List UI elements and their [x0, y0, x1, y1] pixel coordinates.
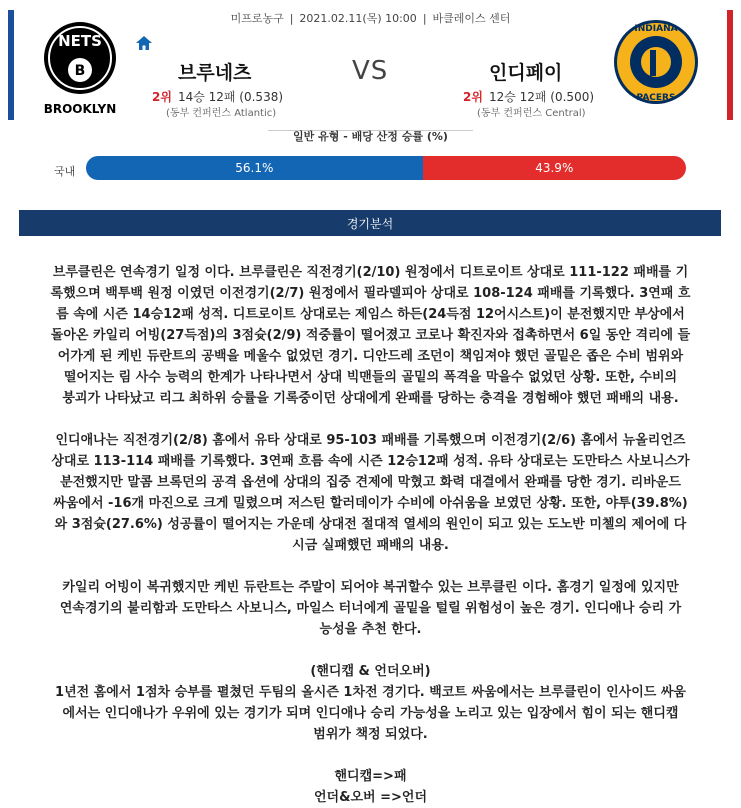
- away-accent-bar: [727, 10, 733, 120]
- article-line: 시금 실패했던 패배의 내용.: [292, 538, 449, 553]
- away-team-name: 인디페이: [489, 62, 563, 84]
- article-line: 와 3점슛(27.6%) 성공률이 떨어지는 가운데 상대전 절대적 열세의 원인이 되고 있는 도노반 미첼의 제어에 다: [54, 517, 687, 532]
- article-line: 브루클린은 연속경기 일정 이다. 브루클린은 직전경기(2/10) 원정에서 디트로이트 상대로 111-122 패배를 기: [52, 265, 689, 280]
- indiana-pacers-logo: [612, 16, 700, 108]
- brooklyn-nets-logo: [40, 18, 120, 118]
- pacers-logo-sub: PACERS: [636, 93, 676, 103]
- match-datetime: 2021.02.11(목) 10:00: [299, 12, 417, 25]
- home-team-name: 브루네츠: [178, 62, 252, 84]
- home-record-text: 14승 12패 (0.538): [177, 90, 284, 104]
- article-line: 언더&오버 =>언더: [314, 790, 427, 805]
- vs-label: VS: [352, 56, 389, 86]
- home-record: [152, 88, 283, 105]
- home-icon: [136, 36, 152, 50]
- article-paragraph: [8, 661, 733, 745]
- odds-title: 일반 유형 - 배당 산정 승률 (%): [293, 130, 448, 143]
- article-paragraph: [8, 262, 733, 409]
- analysis-article: [8, 262, 733, 808]
- section-header: 경기분석: [19, 210, 721, 236]
- article-line: 분전했지만 말콤 브록던의 공격 옵션에 상대의 집중 견제에 막혔고 화력 대결에서 완패를 당한 경기. 리바운드: [60, 475, 681, 490]
- home-rank: 2위: [152, 90, 172, 104]
- article-line: 카일리 어빙이 복귀했지만 케빈 듀란트는 주말이 되어야 복귀할수 있는 브루클린 이다. 홈경기 일정에 있지만: [62, 580, 679, 595]
- away-conference: (동부 컨퍼런스 Central): [477, 108, 586, 119]
- article-line: 능성을 추천 한다.: [319, 622, 422, 637]
- article-line: 범위가 책정 되었다.: [313, 727, 428, 742]
- article-line: 떨어지는 림 사수 능력의 한계가 나타나면서 상대 빅맨들의 골밑의 폭격을 막을수 없었던 상황. 또한, 수비의: [63, 370, 678, 385]
- odds-market-label: 국내: [54, 165, 76, 178]
- article-paragraph: [8, 430, 733, 556]
- article-line: 상대로 113-114 패배를 기록했다. 3연패 흐름 속에 시즌 12승12패 성적. 유타 상대로는 도만타스 사보니스가: [51, 454, 690, 469]
- article-line: 록했으며 백투백 원정 이였던 이전경기(2/7) 원정에서 필라델피아 상대로 108-124 패배를 기록했다. 3연패 흐: [50, 286, 691, 301]
- nets-logo-text: NETS: [58, 32, 102, 50]
- article-line: 붕괴가 나타났고 리그 최하위 승률을 기록중이던 상대에게 완패를 당하는 충격을 경험해야 했던 패배의 내용.: [62, 391, 679, 406]
- pacers-logo-text: INDIANA: [634, 24, 678, 34]
- home-conference: (동부 컨퍼런스 Atlantic): [166, 108, 277, 119]
- article-line: 름 속에 시즌 14승12패 성적. 디트로이트 상대로는 제임스 하든(24득점 12어시스트)이 분전했지만 부상에서: [56, 307, 685, 322]
- article-paragraph: [8, 577, 733, 640]
- article-line: 핸디캡=>패: [334, 769, 407, 784]
- article-paragraph: [8, 766, 733, 808]
- svg-text:B: B: [74, 63, 86, 79]
- odds-bar: [86, 156, 686, 180]
- away-odds-segment: 43.9%: [423, 156, 686, 180]
- venue-label: 바클레이스 센터: [432, 12, 511, 25]
- league-label: 미프로농구: [230, 12, 284, 25]
- article-line: 연속경기의 불리함과 도만타스 사보니스, 마일스 터너에게 골밑을 털릴 위험성이 높은 경기. 인디애나 승리 가: [59, 601, 682, 616]
- article-line: 싸움에서 -16개 마진으로 크게 밀렸으며 저스틴 할러데이가 수비에 아쉬움을 보였던 상황. 또한, 야투(39.8%): [53, 496, 688, 511]
- article-line: 돌아온 카일리 어빙(27득점)의 3점슛(2/9) 적중률이 떨어졌고 코로나 확진자와 접촉하면서 6일 동안 격리에 들: [50, 328, 691, 343]
- nets-logo-city: BROOKLYN: [43, 102, 117, 116]
- match-meta: 미프로농구 | 2021.02.11(목) 10:00 | 바클레이스 센터: [230, 12, 511, 25]
- away-rank: 2위: [463, 90, 483, 104]
- away-record: [463, 88, 594, 105]
- article-line: 인디애나는 직전경기(2/8) 홈에서 유타 상대로 95-103 패배를 기록했으며 이전경기(2/6) 홈에서 뉴올리언즈: [55, 433, 686, 448]
- article-line: 에서는 인디애나가 우위에 있는 경기가 되며 인디애나 승리 가능성을 노리고 있는 입장에서 힘이 되는 핸디캡: [62, 706, 679, 721]
- away-record-text: 12승 12패 (0.500): [488, 90, 595, 104]
- home-accent-bar: [8, 10, 14, 120]
- article-line: 어가게 된 케빈 듀란트의 공백을 메울수 없었던 경기. 디안드레 조던이 책임져야 했던 골밑은 좁은 수비 범위와: [57, 349, 684, 364]
- article-line: 1년전 홈에서 1점차 승부를 펼쳤던 두팀의 올시즌 1차전 경기다. 백코트 싸움에서는 브루클린이 인사이드 싸움: [55, 685, 686, 700]
- home-odds-segment: 56.1%: [86, 156, 423, 180]
- article-line: (핸디캡 & 언더오버): [310, 664, 431, 679]
